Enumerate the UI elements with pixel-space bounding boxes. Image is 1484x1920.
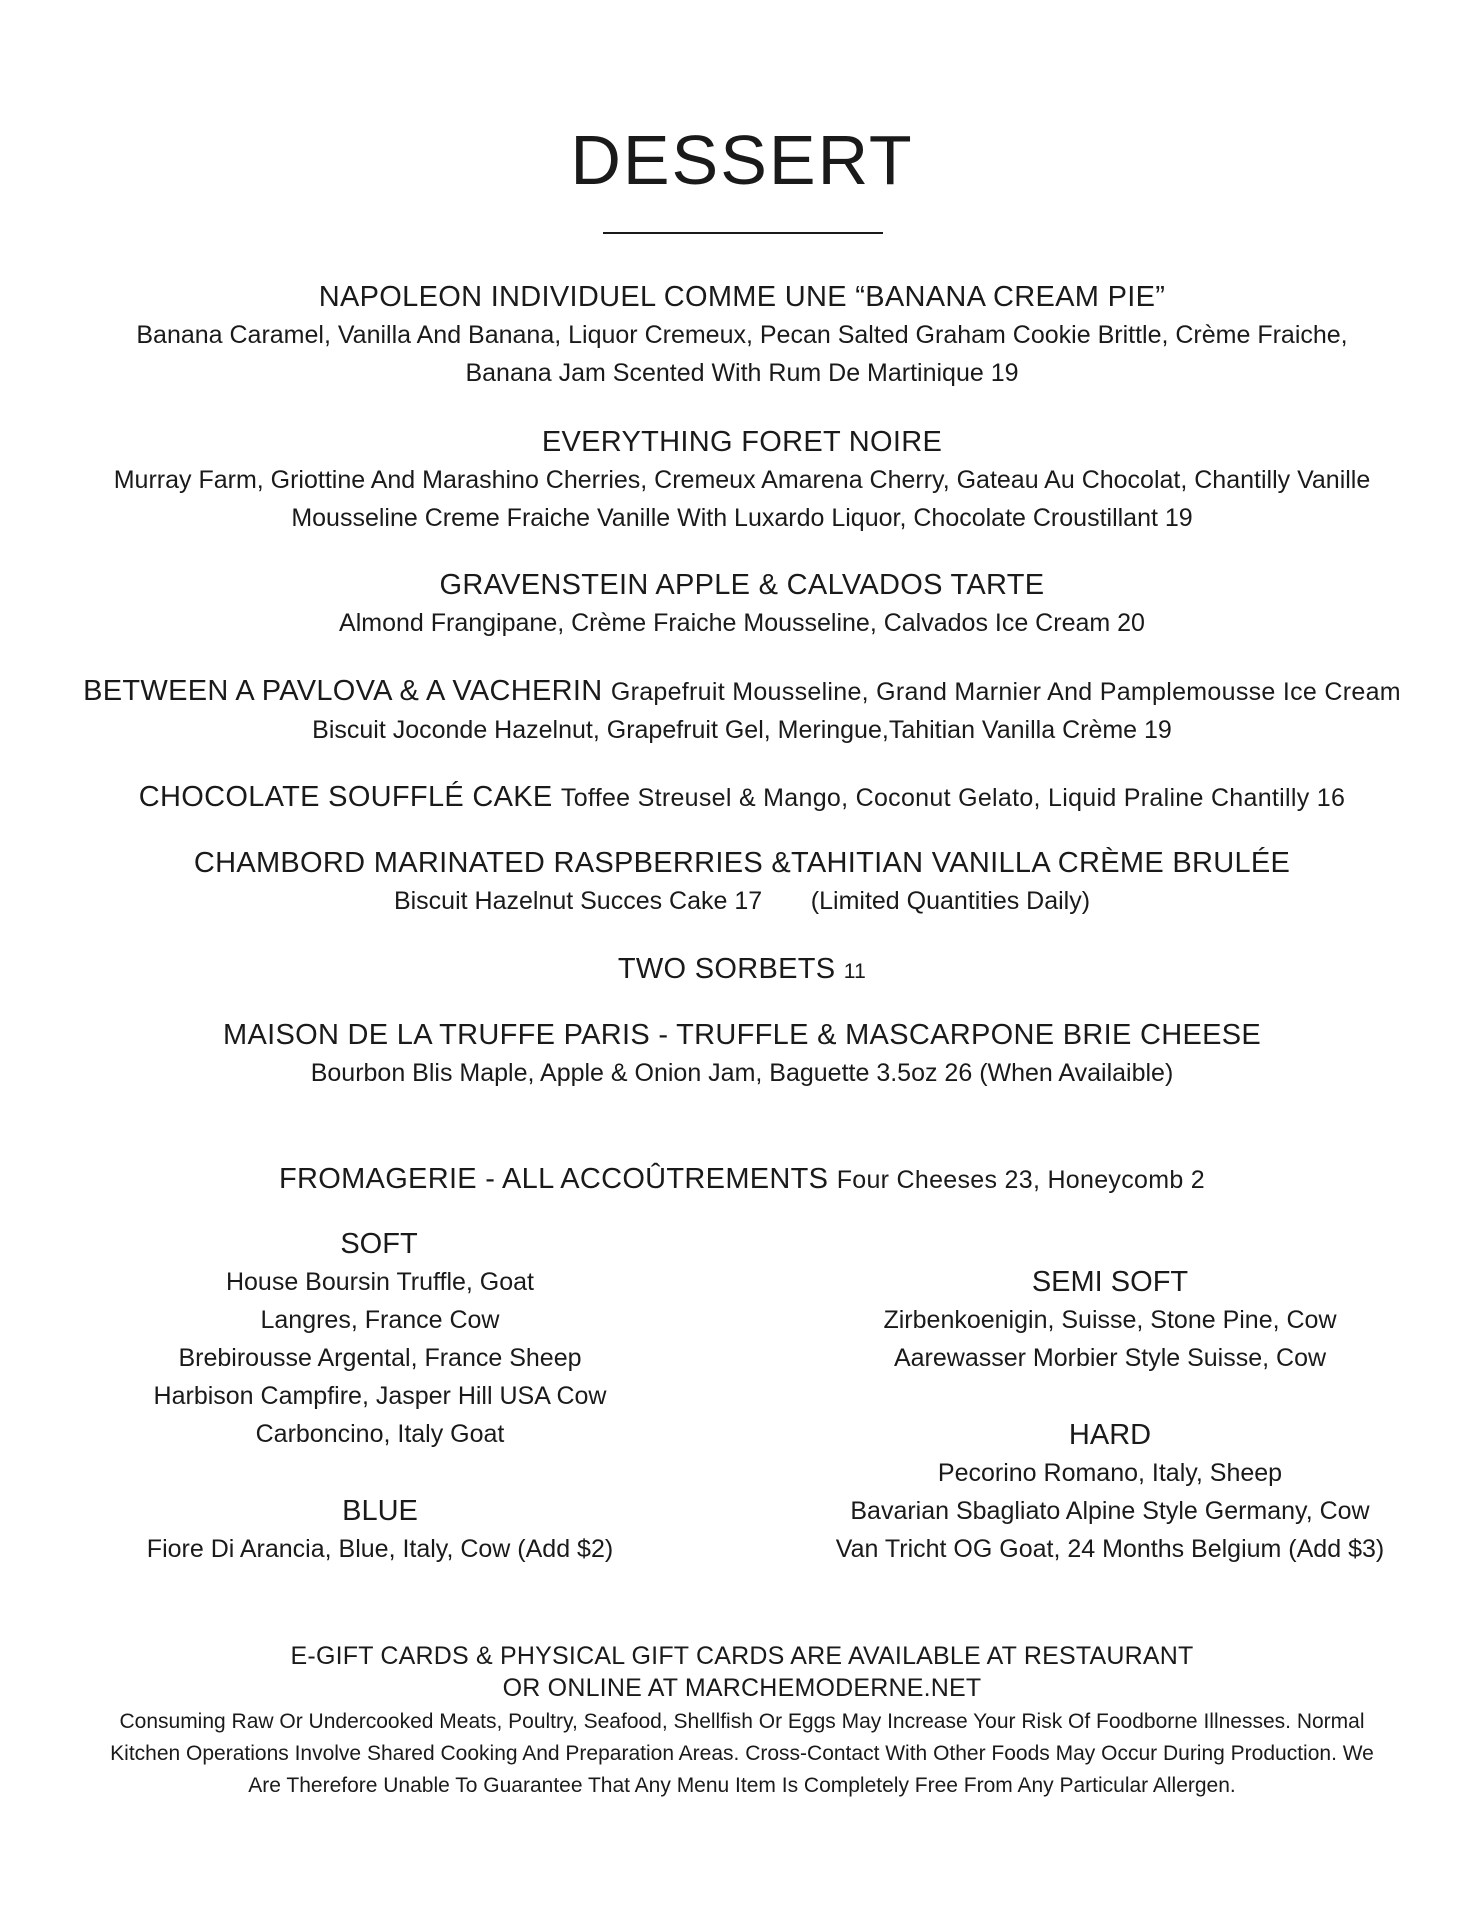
cheese-item: Pecorino Romano, Italy, Sheep (937, 1459, 1283, 1487)
footer-allergen-notice (30, 1706, 1454, 1802)
cheese-item: Harbison Campfire, Jasper Hill USA Cow (153, 1382, 607, 1410)
cheese-section-soft (90, 1225, 670, 1453)
menu-item-creme-brulee (30, 844, 1454, 920)
cheese-section-heading: BLUE (342, 1495, 418, 1527)
cheese-section-heading: SEMI SOFT (1031, 1266, 1189, 1298)
item-name: TWO SORBETS (617, 953, 836, 985)
item-description-line: Almond Frangipane, Crème Fraiche Mousseline, Calvados Ice Cream 20 (339, 609, 1145, 637)
footer-gift-cards (30, 1640, 1454, 1704)
item-name: NAPOLEON INDIVIDUEL COMME UNE “BANANA CREAM PIE” (318, 281, 1166, 313)
cheese-item: Bavarian Sbagliato Alpine Style Germany, Cow (850, 1497, 1370, 1525)
page-title: DESSERT (570, 121, 914, 199)
notice-line: Kitchen Operations Involve Shared Cooking And Preparation Areas. Cross-Contact With Other Foods May Occur During Production. We (110, 1742, 1374, 1765)
menu-item-foret-noire (30, 423, 1454, 537)
cheese-section-heading: HARD (1068, 1419, 1152, 1451)
item-name: CHAMBORD MARINATED RASPBERRIES &TAHITIAN VANILLA CRÈME BRULÉE (193, 847, 1291, 879)
menu-item-apple-tarte (30, 566, 1454, 642)
menu-item-pavlova (30, 672, 1454, 749)
cheese-section-semi-soft (790, 1263, 1430, 1377)
fromagerie-pricing: Four Cheeses 23, Honeycomb 2 (836, 1166, 1205, 1194)
cheese-item: Fiore Di Arancia, Blue, Italy, Cow (Add $2) (146, 1535, 614, 1563)
item-name: BETWEEN A PAVLOVA & A VACHERIN (83, 675, 603, 707)
item-inline-description: Grapefruit Mousseline, Grand Marnier And Pamplemousse Ice Cream (610, 678, 1401, 706)
cheese-item: Langres, France Cow (260, 1306, 500, 1334)
fromagerie-title: FROMAGERIE - ALL ACCOÛTREMENTS (278, 1163, 829, 1195)
item-description-line: Biscuit Hazelnut Succes Cake 17 (Limited Quantities Daily) (393, 887, 1091, 915)
menu-item-two-sorbets (30, 950, 1454, 991)
cheese-item: Zirbenkoenigin, Suisse, Stone Pine, Cow (883, 1306, 1337, 1334)
fromagerie-header (30, 1160, 1454, 1199)
menu-item-napoleon (30, 278, 1454, 392)
cheese-item: House Boursin Truffle, Goat (225, 1268, 535, 1296)
item-description-line: Bourbon Blis Maple, Apple & Onion Jam, Baguette 3.5oz 26 (When Availaible) (310, 1059, 1174, 1087)
cheese-section-heading: SOFT (340, 1228, 418, 1260)
item-inline-description: Toffee Streusel & Mango, Coconut Gelato, Liquid Praline Chantilly 16 (560, 784, 1346, 812)
cheese-item: Brebirousse Argental, France Sheep (178, 1344, 582, 1372)
cheese-item: Van Tricht OG Goat, 24 Months Belgium (Add $3) (835, 1535, 1385, 1563)
cheese-item: Carboncino, Italy Goat (255, 1420, 505, 1448)
item-name: GRAVENSTEIN APPLE & CALVADOS TARTE (439, 569, 1045, 601)
title-divider (603, 232, 883, 234)
cheese-section-hard (790, 1416, 1430, 1568)
item-description-line: Banana Jam Scented With Rum De Martinique 19 (465, 359, 1019, 387)
item-name: EVERYTHING FORET NOIRE (541, 426, 943, 458)
cheese-item: Aarewasser Morbier Style Suisse, Cow (893, 1344, 1327, 1372)
gift-card-line: E-GIFT CARDS & PHYSICAL GIFT CARDS ARE AVAILABLE AT RESTAURANT (290, 1642, 1194, 1670)
menu-item-truffle-brie (30, 1016, 1454, 1092)
item-description-line: Biscuit Joconde Hazelnut, Grapefruit Gel, Meringue,Tahitian Vanilla Crème 19 (312, 716, 1172, 744)
item-description-line: Murray Farm, Griottine And Marashino Cherries, Cremeux Amarena Cherry, Gateau Au Chocolat, Chantilly Vanille (113, 466, 1371, 494)
notice-line: Are Therefore Unable To Guarantee That Any Menu Item Is Completely Free From Any Particular Allergen. (248, 1774, 1236, 1797)
cheese-section-blue (90, 1492, 670, 1568)
notice-line: Consuming Raw Or Undercooked Meats, Poultry, Seafood, Shellfish Or Eggs May Increase Your Risk Of Foodborne Illnesses. Normal (119, 1710, 1365, 1733)
gift-card-line: OR ONLINE AT MARCHEMODERNE.NET (502, 1674, 982, 1702)
menu-item-souffle-cake (30, 778, 1454, 817)
item-description-line: Mousseline Creme Fraiche Vanille With Luxardo Liquor, Chocolate Croustillant 19 (291, 504, 1193, 532)
item-name: CHOCOLATE SOUFFLÉ CAKE (138, 781, 553, 813)
item-name: MAISON DE LA TRUFFE PARIS - TRUFFLE & MASCARPONE BRIE CHEESE (222, 1019, 1262, 1051)
item-description-line: Banana Caramel, Vanilla And Banana, Liquor Cremeux, Pecan Salted Graham Cookie Brittle, Crème Fraiche, (136, 321, 1348, 349)
item-inline-description: 11 (843, 960, 867, 983)
